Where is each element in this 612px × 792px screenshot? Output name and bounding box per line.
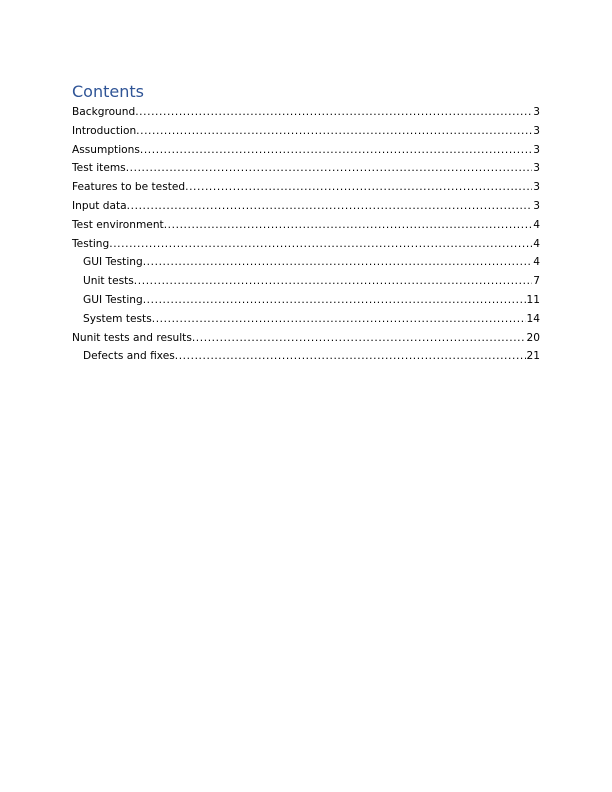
toc-entry[interactable] — [72, 197, 540, 216]
toc-page-number: 20 — [526, 331, 540, 344]
toc-entry[interactable] — [72, 310, 540, 329]
toc-entry-label: Nunit tests and results — [72, 331, 192, 344]
table-of-contents — [72, 103, 540, 366]
toc-dot-leader — [140, 141, 532, 160]
toc-entry[interactable] — [72, 235, 540, 254]
toc-dot-leader — [152, 310, 526, 329]
toc-dot-leader — [136, 122, 532, 141]
toc-entry-label: GUI Testing — [83, 256, 143, 269]
document-page — [72, 82, 540, 366]
toc-page-number: 7 — [533, 275, 540, 288]
toc-page-number: 3 — [533, 106, 540, 118]
toc-entry[interactable] — [72, 216, 540, 235]
toc-dot-leader — [109, 235, 532, 254]
toc-page-number: 3 — [533, 162, 540, 175]
toc-dot-leader — [192, 329, 526, 348]
toc-entry-label: GUI Testing — [83, 293, 143, 306]
toc-page-number: 4 — [533, 256, 540, 269]
toc-heading: Contents — [72, 82, 144, 101]
toc-dot-leader — [127, 197, 533, 216]
toc-entry[interactable] — [72, 178, 540, 197]
toc-dot-leader — [126, 159, 533, 178]
toc-entry-label: Defects and fixes — [83, 350, 175, 363]
toc-entry[interactable] — [72, 159, 540, 178]
toc-entry[interactable] — [72, 122, 540, 141]
toc-entry[interactable] — [72, 291, 540, 310]
toc-entry-label: Features to be tested — [72, 181, 186, 194]
toc-entry-label: Test environment — [72, 218, 164, 231]
toc-entry-label: Testing — [72, 237, 110, 250]
toc-page-number: 4 — [533, 237, 540, 250]
toc-dot-leader — [135, 103, 532, 122]
toc-entry[interactable] — [72, 329, 540, 348]
toc-page-number: 4 — [533, 218, 540, 231]
toc-dot-leader — [143, 253, 533, 272]
toc-entry[interactable] — [72, 103, 540, 122]
toc-page-number: 3 — [533, 199, 540, 212]
toc-entry-label: Introduction — [72, 124, 137, 137]
toc-page-number: 14 — [526, 312, 540, 325]
toc-entry-label: System tests — [83, 312, 152, 325]
toc-dot-leader — [143, 291, 526, 310]
toc-entry-label: Assumptions — [72, 143, 140, 156]
toc-entry[interactable] — [72, 141, 540, 160]
toc-dot-leader — [185, 178, 532, 197]
toc-dot-leader — [175, 347, 526, 366]
toc-page-number: 11 — [526, 293, 540, 306]
toc-entry-label: Unit tests — [83, 275, 134, 288]
toc-page-number: 3 — [533, 124, 540, 137]
toc-page-number: 3 — [533, 181, 540, 194]
toc-entry[interactable] — [72, 253, 540, 272]
toc-entry[interactable] — [72, 272, 540, 291]
toc-entry-label: Input data — [72, 199, 127, 212]
toc-page-number: 21 — [526, 350, 540, 363]
toc-page-number: 3 — [533, 143, 540, 156]
toc-dot-leader — [164, 216, 533, 235]
toc-entry[interactable] — [72, 347, 540, 366]
toc-entry-label: Test items — [72, 162, 126, 175]
toc-entry-label: Background — [72, 106, 136, 118]
toc-dot-leader — [134, 272, 532, 291]
